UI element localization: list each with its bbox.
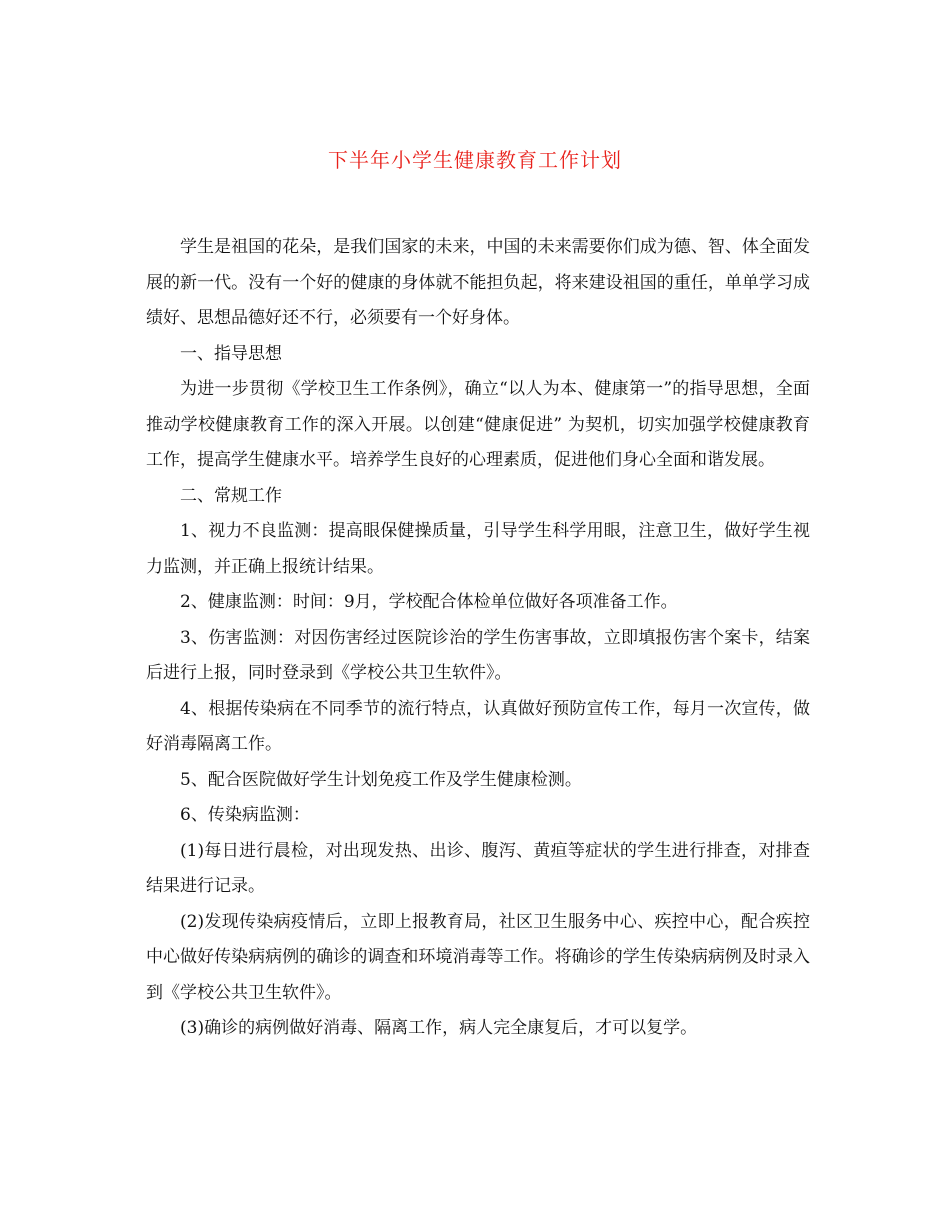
paragraph-guiding-ideology: 为进一步贯彻《学校卫生工作条例》，确立“以人为本、健康第一”的指导思想，全面推动学校健康教育工作的深入开展。以创建“健康促进” 为契机，切实加强学校健康教育工作，提高学生健康水平。培养学生良好的心理素质，促进他们身心全面和谐发展。 (146, 379, 810, 470)
paragraph-item-2: 2、健康监测：时间：9月，学校配合体检单位做好各项准备工作。 (180, 592, 678, 612)
paragraph-item-4: 4、根据传染病在不同季节的流行特点，认真做好预防宣传工作，每月一次宣传，做好消毒隔离工作。 (146, 698, 810, 754)
paragraph-item-3: 3、伤害监测：对因伤害经过医院诊治的学生伤害事故，立即填报伤害个案卡，结案后进行上报，同时登录到《学校公共卫生软件》。 (146, 627, 810, 683)
paragraph-subitem-3: (3)确诊的病例做好消毒、隔离工作，病人完全康复后，才可以复学。 (180, 1018, 698, 1038)
section-heading-guiding-ideology: 一、指导思想 (180, 343, 282, 364)
section-heading-routine-work: 二、常规工作 (180, 485, 282, 506)
document-title: 下半年小学生健康教育工作计划 (328, 148, 622, 172)
document-body (146, 230, 810, 1047)
paragraph-item-5: 5、配合医院做好学生计划免疫工作及学生健康检测。 (180, 769, 582, 790)
paragraph-intro: 学生是祖国的花朵，是我们国家的未来，中国的未来需要你们成为德、智、体全面发展的新一代。没有一个好的健康的身体就不能担负起，将来建设祖国的重任，单单学习成绩好、思想品德好还不行，必须要有一个好身体。 (146, 237, 810, 328)
paragraph-item-1: 1、视力不良监测：提高眼保健操质量，引导学生科学用眼，注意卫生，做好学生视力监测，并正确上报统计结果。 (146, 521, 810, 577)
paragraph-subitem-1: (1)每日进行晨检，对出现发热、出诊、腹泻、黄疸等症状的学生进行排查，对排查结果进行记录。 (146, 840, 810, 896)
paragraph-subitem-2: (2)发现传染病疫情后，立即上报教育局，社区卫生服务中心、疾控中心，配合疾控中心做好传染病病例的确诊的调查和环境消毒等工作。将确诊的学生传染病病例及时录入到《学校公共卫生软件》。 (146, 911, 810, 1003)
paragraph-item-6: 6、传染病监测： (180, 805, 310, 825)
